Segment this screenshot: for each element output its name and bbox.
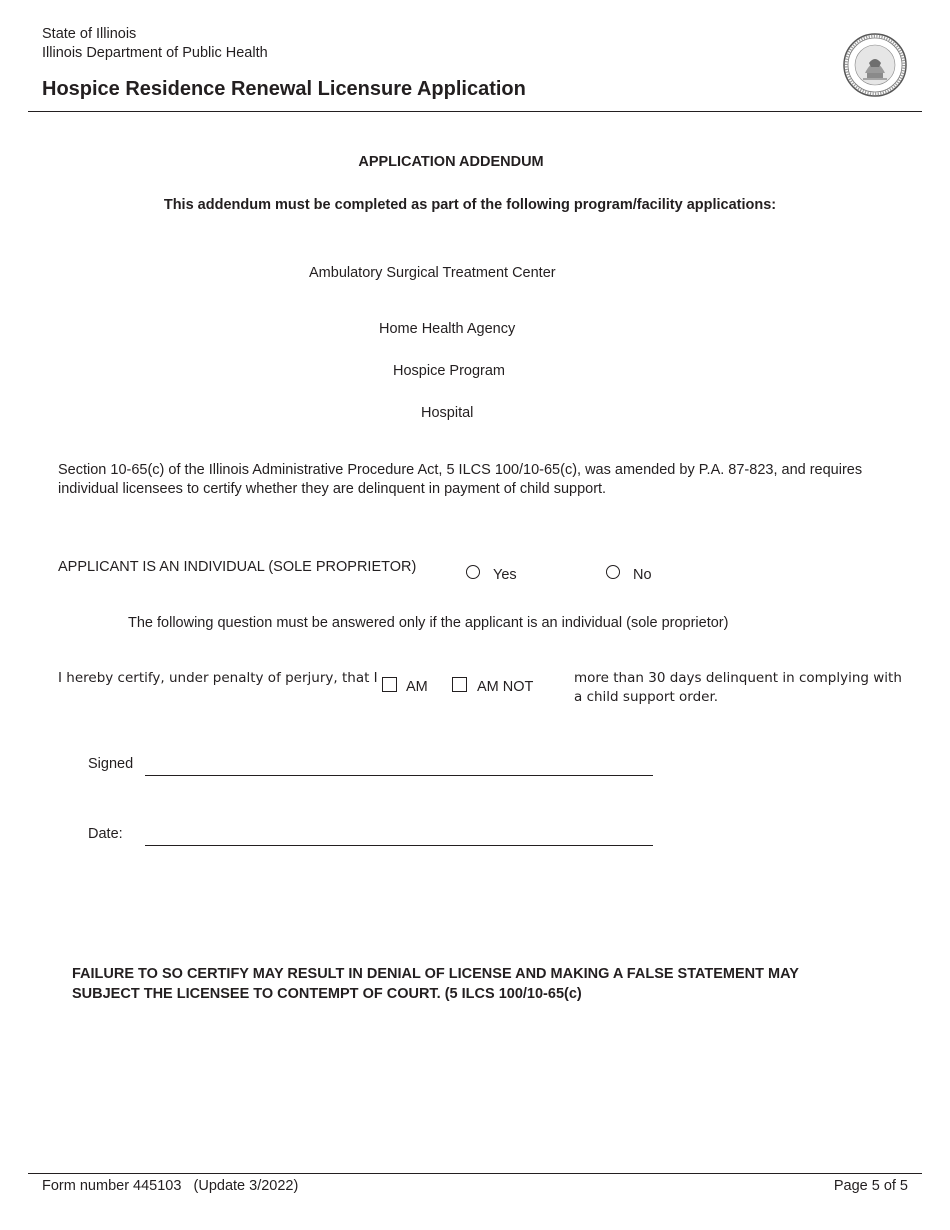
certify-lead: I hereby certify, under penalty of perjury, that I (58, 670, 378, 686)
am-label: AM (406, 679, 428, 695)
program-item: Hospice Program (393, 363, 506, 379)
addendum-heading: APPLICATION ADDENDUM (358, 154, 544, 170)
signed-field[interactable] (145, 775, 653, 776)
instruction-text: The following question must be answered only if the applicant is an individual (sole proprietor) (128, 615, 729, 631)
page-number: Page 5 of 5 (833, 1178, 908, 1194)
applicant-question: APPLICANT IS AN INDIVIDUAL (SOLE PROPRIETOR) (58, 559, 417, 575)
am-not-checkbox[interactable] (452, 677, 467, 692)
am-checkbox[interactable] (382, 677, 397, 692)
section-text: Section 10-65(c) of the Illinois Administrative Procedure Act, 5 ILCS 100/10-65(c), was amended by P.A. 87-823, and requires individual licensees to certify whether they are delinquent in payment of child support. (58, 462, 863, 497)
footer-divider (28, 1173, 922, 1174)
date-label: Date: (88, 826, 123, 842)
applicant-yes-radio[interactable] (466, 565, 480, 579)
program-item: Hospital (421, 405, 474, 421)
applicant-no-radio[interactable] (606, 565, 620, 579)
warning-line1: FAILURE TO SO CERTIFY MAY RESULT IN DENIAL OF LICENSE AND MAKING A FALSE STATEMENT MAY (72, 966, 799, 982)
addendum-intro: This addendum must be completed as part of the following program/facility applications: (163, 197, 777, 213)
department-name: Illinois Department of Public Health (42, 45, 268, 61)
state-seal-icon (843, 33, 907, 97)
state-name: State of Illinois (42, 26, 137, 42)
applicant-yes-label: Yes (493, 567, 517, 583)
applicant-no-label: No (633, 567, 652, 583)
am-not-label: AM NOT (477, 679, 534, 695)
page-title: Hospice Residence Renewal Licensure Application (42, 78, 526, 100)
warning-line2: SUBJECT THE LICENSEE TO CONTEMPT OF COURT. (5 ILCS 100/10-65(c) (72, 986, 582, 1002)
date-field[interactable] (145, 845, 653, 846)
certify-tail-line2: a child support order. (574, 689, 719, 705)
program-item: Ambulatory Surgical Treatment Center (309, 265, 556, 281)
certify-tail-line1: more than 30 days delinquent in complying with (574, 670, 902, 686)
form-number: Form number 445103 (Update 3/2022) (42, 1178, 299, 1194)
signed-label: Signed (88, 756, 134, 772)
header-divider (28, 111, 922, 112)
program-item: Home Health Agency (379, 321, 516, 337)
